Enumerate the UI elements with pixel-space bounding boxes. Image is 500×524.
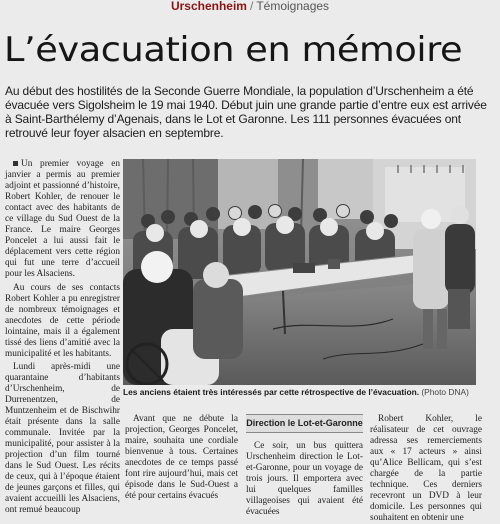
kicker-location: Urschenheim: [170, 0, 247, 13]
left-column-paragraph-3: Lundi après-midi une quarantaine d’habitants d’Urschenheim, de Durrenentzen, de Muntzenheim et de Bischwihr était présente dans la salle communale. Invitée par la municipalité, pour assister à la projection d’un film tourné dans le Sud Ouest. Les récits de ceux, qui à l’époque étaient de jeunes garçons et filles, qui avaient accueilli les Alsaciens, ont remué beaucoup: [5, 361, 120, 516]
article-photo: [123, 159, 476, 385]
article-headline: L’évacuation en mémoire: [4, 30, 463, 70]
left-column-paragraph-2: Au cours de ses contacts Robert Kohler a pu enregistrer de nombreux témoignages et anecdotes de cette période lointaine, mais il a également tissé des liens d’amitié avec la municipalité et les habitants.: [5, 282, 120, 359]
column-2: [125, 414, 238, 502]
left-column-paragraph-1: Un premier voyage en janvier a permis au premier adjoint et passionné d’histoire, Robert Kohler, de renouer le contact avec des habitants de ce village du Sud Ouest de la France. Le maire Georges Poncelet a lui aussi fait le déplacement vers cette région qui fut une terre d’accueil pour les Alsaciens.: [5, 159, 120, 280]
column-3-text: Ce soir, un bus quittera Urschenheim direction le Lot-et-Garonne, pour un voyage de trois jours. Il emportera avec lui quelques familles villageoises qui avaient été évacuées: [246, 441, 363, 518]
audience-photo-illustration: [123, 159, 476, 385]
photo-caption: [123, 386, 483, 398]
kicker-rubric: Témoignages: [256, 0, 330, 13]
column-3: [246, 414, 363, 518]
sidebar-box-title: Direction le Lot-et-Garonne: [246, 414, 363, 433]
section-kicker: [0, 0, 500, 16]
article-lead: Au début des hostilités de la Seconde Guerre Mondiale, la population d’Urschenheim a été évacuée vers Sigolsheim le 19 mai 1940. Début juin une grande partie d’entre eux est arrivée à Saint-Barthélemy d’Agenais, dans le Lot et Garonne. Les 111 personnes évacuées ont retrouvé leur foyer alsacien en septembre.: [5, 84, 487, 140]
column-2-text: Avant que ne débute la projection, Georges Poncelet, maire, souhaita une cordiale bienvenue à tous. Certaines anecdotes de ce temps passé font rire aujourd’hui, mais cet épisode dans le Sud-Ouest a été pour certains évacués: [125, 414, 238, 502]
bullet-square-icon: [13, 161, 18, 166]
left-column: [5, 159, 120, 517]
column-4-text: Robert Kohler, le réalisateur de cet ouvrage adressa ses remerciements aux « 17 acteurs » ainsi qu’Alice Bellicam, qui s’est chargée de la partie technique. Ces derniers recevront un DVD à leur domicile. Les personnes qui souhaitent en obtenir une: [370, 414, 482, 524]
kicker-separator: /: [249, 0, 254, 13]
photo-credit: (Photo DNA): [421, 387, 469, 397]
caption-text: Les anciens étaient très intéressés par cette rétrospective de l’évacuation.: [123, 387, 420, 397]
column-4: [370, 414, 482, 524]
